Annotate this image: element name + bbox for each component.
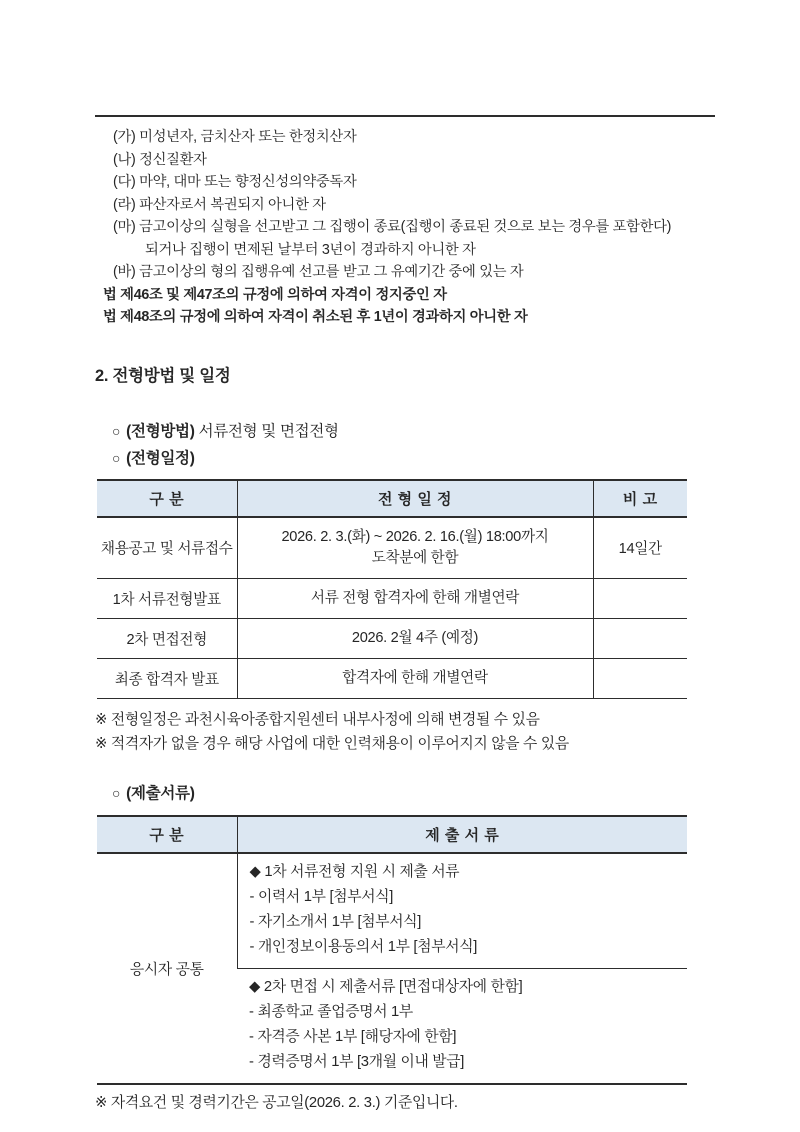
submission-item: - 최종학교 졸업증명서 1부 <box>249 1003 413 1020</box>
law-clause-line: 법 제46조 및 제47조의 규정에 의하여 자격이 정지중인 자 <box>103 286 447 303</box>
submission-block-2 <box>237 968 687 1084</box>
list-item: (바) 금고이상의 형의 집행유예 선고를 받고 그 유예기간 중에 있는 자 <box>113 264 524 280</box>
document-content <box>95 115 715 1112</box>
note-cell: 14일간 <box>593 517 687 579</box>
category-cell: 1차 서류전형발표 <box>97 578 237 618</box>
table-header-row <box>97 480 687 517</box>
list-item-continuation: 되거나 집행이 면제된 날부터 3년이 경과하지 아니한 자 <box>145 241 476 258</box>
law-clause-line: 법 제48조의 규정에 의하여 자격이 취소된 후 1년이 경과하지 아니한 자 <box>103 309 528 325</box>
column-header-category: 구 분 <box>97 480 237 517</box>
bullet-documents-wrap <box>95 780 715 807</box>
list-item: (나) 정신질환자 <box>113 151 207 168</box>
table-row <box>97 578 687 618</box>
applicant-common-cell: 응시자 공통 <box>129 961 204 978</box>
schedule-line: 도착분에 한함 <box>371 549 459 566</box>
column-header-note: 비 고 <box>593 480 687 517</box>
category-cell: 최종 합격자 발표 <box>97 658 237 698</box>
table-header-row <box>97 816 687 853</box>
schedule-table <box>97 479 687 699</box>
circle-bullet-icon: ○ <box>112 449 121 466</box>
category-cell: 2차 면접전형 <box>97 618 237 658</box>
column-header-schedule: 전 형 일 정 <box>237 480 593 517</box>
bullet-label: (전형방법) <box>126 422 195 440</box>
submission-table <box>97 815 687 1085</box>
table-row <box>97 853 687 969</box>
category-cell: 채용공고 및 서류접수 <box>97 517 237 579</box>
disqualification-list <box>95 126 715 329</box>
schedule-cell <box>237 578 593 618</box>
note-cell <box>593 658 687 698</box>
bullet-method <box>95 418 715 445</box>
submission-item: - 이력서 1부 [첨부서식] <box>249 888 394 905</box>
list-item: (라) 파산자로서 복권되지 아니한 자 <box>113 196 326 213</box>
footnote: ※ 적격자가 없을 경우 해당 사업에 대한 인력채용이 이루어지지 않을 수 있음 <box>95 735 569 752</box>
schedule-cell <box>237 658 593 698</box>
schedule-footnotes <box>95 708 715 756</box>
note-cell <box>593 618 687 658</box>
bullet-schedule <box>95 445 715 472</box>
schedule-cell <box>237 618 593 658</box>
note-cell <box>593 578 687 618</box>
submission-item: - 개인정보이용동의서 1부 [첨부서식] <box>249 938 478 955</box>
section-title: 2. 전형방법 및 일정 <box>95 366 231 385</box>
circle-bullet-icon: ○ <box>112 784 121 801</box>
schedule-line: 서류 전형 합격자에 한해 개별연락 <box>310 589 520 606</box>
bullet-label: (전형일정) <box>126 449 195 467</box>
bullet-text: 서류전형 및 면접전형 <box>198 422 339 440</box>
schedule-cell <box>237 517 593 579</box>
block-title: ◆ 1차 서류전형 지원 시 제출 서류 <box>249 863 460 880</box>
divider <box>95 115 715 117</box>
table-row <box>97 658 687 698</box>
submission-item: - 자기소개서 1부 [첨부서식] <box>249 913 422 930</box>
block-title: ◆ 2차 면접 시 제출서류 [면접대상자에 한함] <box>249 978 523 995</box>
table-row <box>97 618 687 658</box>
circle-bullet-icon: ○ <box>112 422 121 439</box>
submission-item: - 경력증명서 1부 [3개월 이내 발급] <box>249 1053 465 1070</box>
list-item: (가) 미성년자, 금치산자 또는 한정치산자 <box>113 129 357 145</box>
footnote: ※ 전형일정은 과천시육아종합지원센터 내부사정에 의해 변경될 수 있음 <box>95 711 540 728</box>
list-item: (다) 마약, 대마 또는 향정신성의약중독자 <box>113 174 357 190</box>
column-header-documents: 제 출 서 류 <box>237 816 687 853</box>
bottom-footnote: ※ 자격요건 및 경력기간은 공고일(2026. 2. 3.) 기준입니다. <box>95 1094 458 1111</box>
schedule-line: 합격자에 한해 개별연락 <box>342 669 488 686</box>
submission-block-1 <box>237 853 687 969</box>
column-header-category: 구 분 <box>97 816 237 853</box>
schedule-line: 2026. 2월 4주 (예정) <box>351 629 479 646</box>
bullet-list <box>95 418 715 472</box>
bullet-label: (제출서류) <box>126 784 195 802</box>
schedule-line: 2026. 2. 3.(화) ~ 2026. 2. 16.(월) 18:00까지 <box>281 528 549 545</box>
table-row <box>97 517 687 579</box>
submission-item: - 자격증 사본 1부 [해당자에 한함] <box>249 1028 457 1045</box>
list-item: (마) 금고이상의 실형을 선고받고 그 집행이 종료(집행이 종료된 것으로 보는 경우를 포함한다) <box>113 219 672 235</box>
bullet-documents <box>95 780 715 807</box>
